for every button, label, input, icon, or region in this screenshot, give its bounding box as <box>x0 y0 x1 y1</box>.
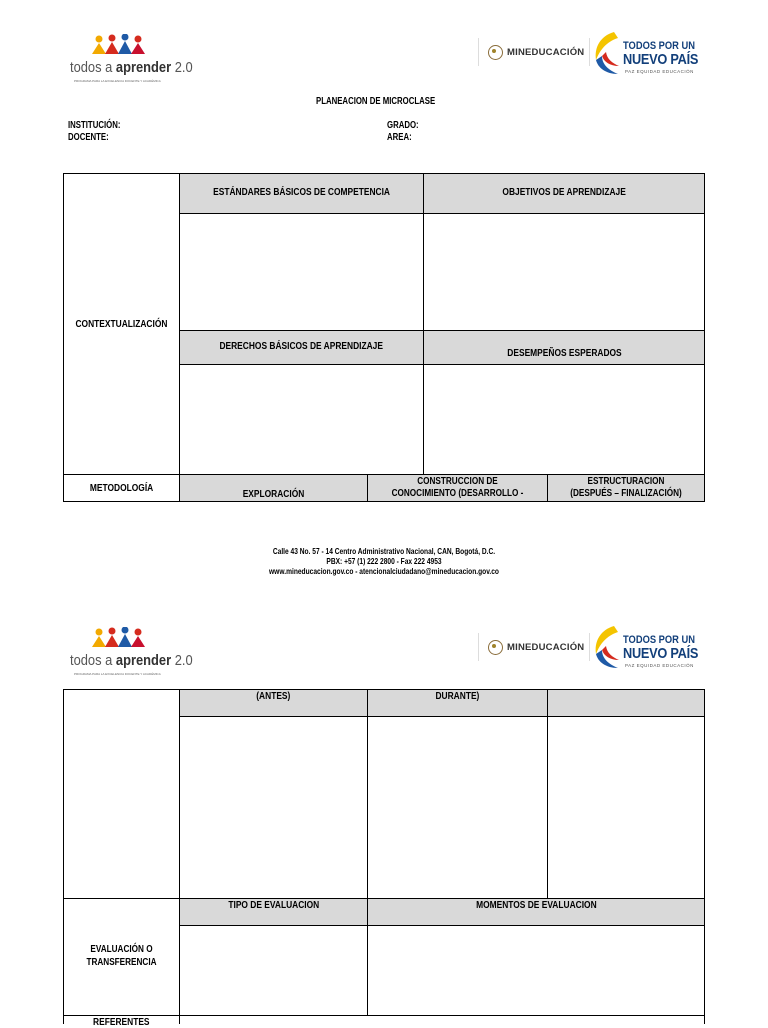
exploracion-header <box>180 486 367 502</box>
mineducacion-label: MINEDUCACIÓN <box>507 46 585 58</box>
tipo-evaluacion-header <box>180 899 367 911</box>
gov-line3: PAZ EQUIDAD EDUCACIÓN <box>625 69 694 74</box>
todos-por-un-nuevo-pais-logo-2 <box>592 624 702 674</box>
colombia-seal-icon <box>488 45 503 60</box>
todos-por-un-nuevo-pais-logo <box>592 30 702 80</box>
brand-tagline: PROGRAMA PARA LA EXCELENCIA DOCENTE Y ACADÉMICA <box>74 672 161 676</box>
mineducacion-logo <box>478 38 590 66</box>
evaluacion-line1: EVALUACIÓN O <box>90 943 153 955</box>
evaluacion-line2: TRANSFERENCIA <box>86 956 157 968</box>
people-icon <box>90 34 150 58</box>
gov-line1: TODOS POR UN <box>623 40 696 52</box>
construccion-line1: CONSTRUCCION DE <box>417 475 498 487</box>
construccion-header <box>368 475 547 501</box>
gov-line3: PAZ EQUIDAD EDUCACIÓN <box>625 663 694 668</box>
page-footer <box>0 546 768 576</box>
contextualizacion-cell <box>64 174 179 474</box>
momentos-evaluacion-label: MOMENTOS DE EVALUACION <box>475 899 597 911</box>
mineducacion-label: MINEDUCACIÓN <box>507 641 585 653</box>
derechos-header <box>180 331 423 361</box>
exploracion-label: EXPLORACIÓN <box>242 488 305 500</box>
footer-phone: PBX: +57 (1) 222 2800 - Fax 222 4953 <box>326 556 442 566</box>
gov-line2: NUEVO PAÍS <box>623 645 699 662</box>
brand-bold: aprender <box>115 652 172 669</box>
derechos-label: DERECHOS BÁSICOS DE APRENDIZAJE <box>219 340 384 352</box>
referentes-cell <box>64 1016 179 1028</box>
antes-label: (ANTES) <box>256 690 291 702</box>
page-title: PLANEACION DE MICROCLASE <box>316 96 436 107</box>
brand-prefix: todos a <box>70 59 116 76</box>
brand-bold: aprender <box>115 59 172 76</box>
colombia-seal-icon <box>488 640 503 655</box>
contextualizacion-label: CONTEXTUALIZACIÓN <box>75 318 168 330</box>
estructuracion-line2: (DESPUÉS – FINALIZACIÓN) <box>570 487 682 499</box>
footer-web: www.mineducacion.gov.co - atencionalciudadano@mineducacion.gov.co <box>269 566 499 576</box>
grado-label: GRADO: <box>387 120 419 131</box>
tipo-evaluacion-label: TIPO DE EVALUACION <box>228 899 319 911</box>
durante-label: DURANTE) <box>435 690 480 702</box>
todos-a-aprender-logo-2 <box>68 627 198 679</box>
estandares-header <box>180 174 423 210</box>
estandares-label: ESTÁNDARES BÁSICOS DE COMPETENCIA <box>213 186 390 198</box>
referentes-label: REFERENTES <box>93 1016 150 1028</box>
flag-swoosh-icon <box>592 624 622 670</box>
brand-tagline: PROGRAMA PARA LA EXCELENCIA DOCENTE Y ACADÉMICA <box>74 79 161 83</box>
antes-header <box>180 690 367 702</box>
docente-label: DOCENTE: <box>68 132 109 143</box>
durante-header <box>368 690 547 702</box>
objetivos-header <box>424 174 704 210</box>
estructuracion-line1: ESTRUCTURACION <box>587 475 665 487</box>
footer-address: Calle 43 No. 57 - 14 Centro Administrativo Nacional, CAN, Bogotá, D.C. <box>272 546 496 556</box>
gov-line1: TODOS POR UN <box>623 634 696 646</box>
metodologia-label: METODOLOGÍA <box>89 482 154 494</box>
gov-line2: NUEVO PAÍS <box>623 51 699 68</box>
people-icon <box>90 627 150 651</box>
brand-prefix: todos a <box>70 652 116 669</box>
objetivos-label: OBJETIVOS DE APRENDIZAJE <box>502 186 626 198</box>
brand-suffix: 2.0 <box>171 59 193 76</box>
evaluacion-cell <box>64 943 179 971</box>
area-label: AREA: <box>387 132 412 143</box>
mineducacion-logo-2 <box>478 633 590 661</box>
construccion-line2: CONOCIMIENTO (DESARROLLO - <box>391 487 524 499</box>
todos-a-aprender-logo <box>68 34 198 86</box>
flag-swoosh-icon <box>592 30 622 76</box>
estructuracion-header <box>548 475 704 501</box>
desempenos-header <box>424 340 704 366</box>
momentos-evaluacion-header <box>368 899 704 911</box>
metodologia-cell <box>64 475 179 501</box>
desempenos-label: DESEMPEÑOS ESPERADOS <box>506 347 622 359</box>
brand-suffix: 2.0 <box>171 652 193 669</box>
institucion-label: INSTITUCIÓN: <box>68 120 121 131</box>
